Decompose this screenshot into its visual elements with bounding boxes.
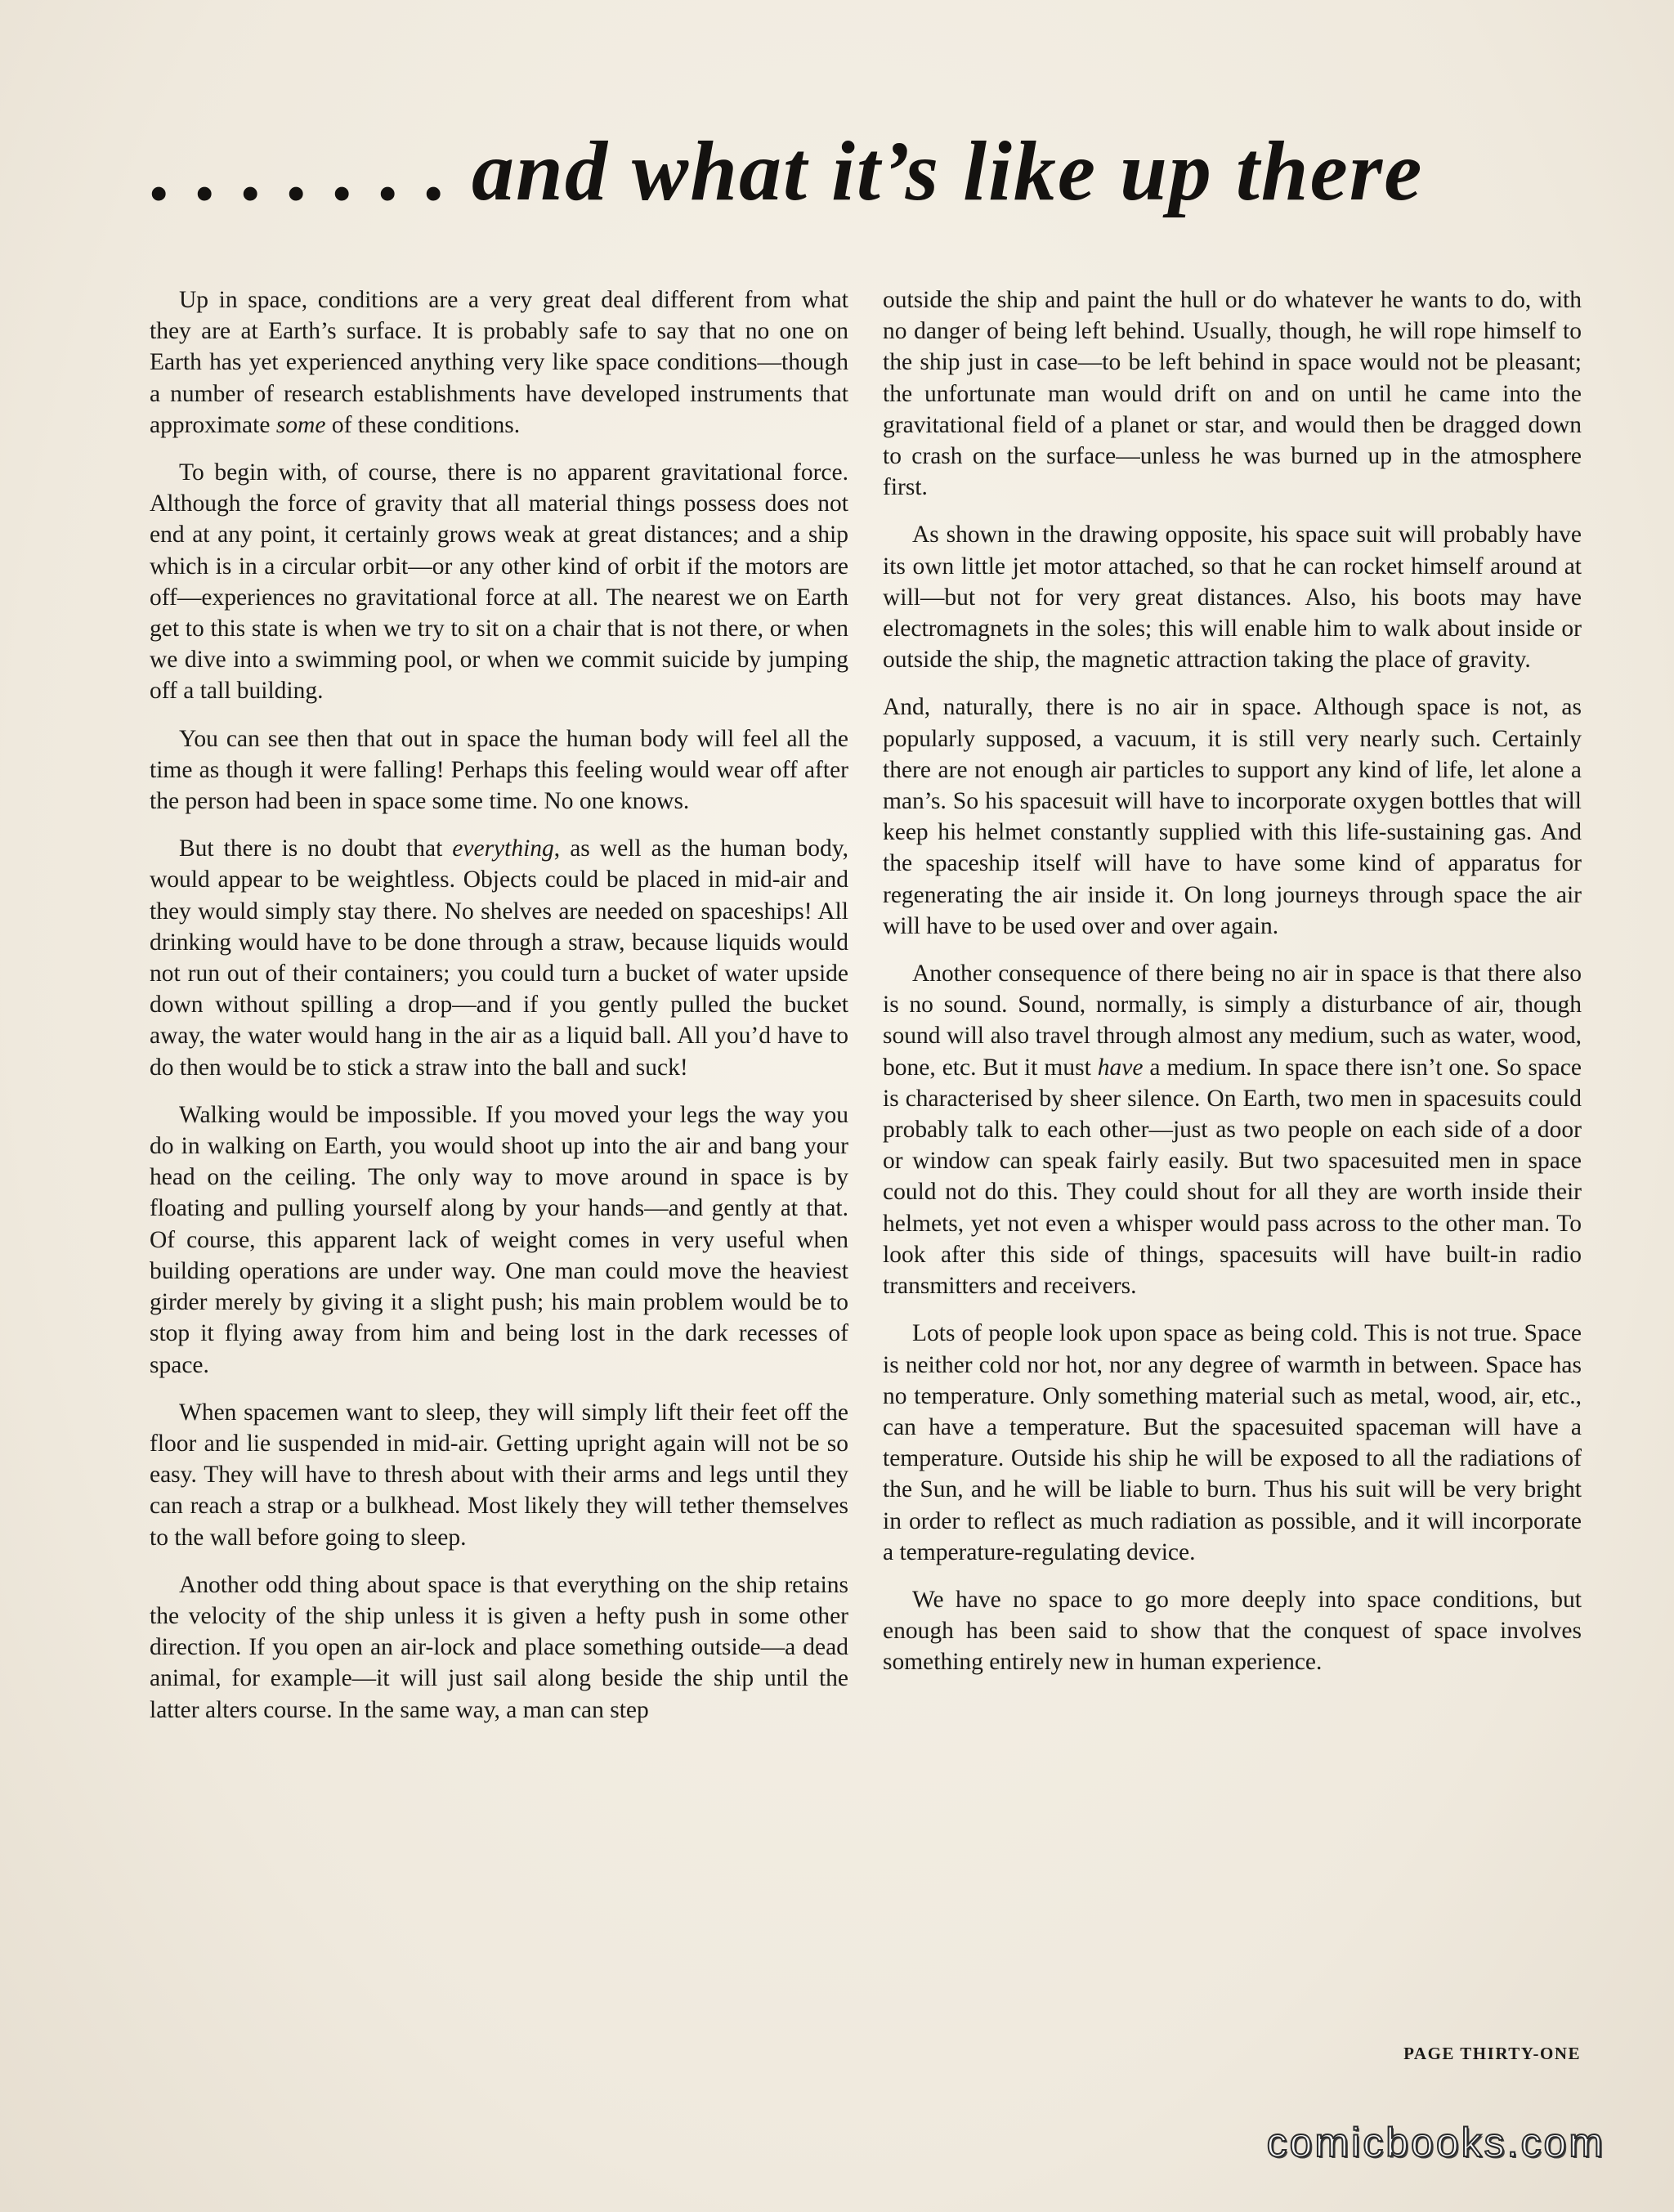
paragraph <box>150 723 848 817</box>
left-column <box>150 284 848 1742</box>
paragraph-text: To begin with, of course, there is no apparent gravitational force. Although the force of gravity that all material things possess does not end at any point, it certainly grows weak at great distances; and a ship which is in a circular orbit—or any other kind of orbit if the motors are off—experiences no gravitational force at all. The nearest we on Earth get to this state is when we try to sit on a chair that is not there, or when we dive into a swimming pool, or when we commit suicide by jumping off a tall building. <box>150 459 848 705</box>
paragraph-text: Lots of people look upon space as being cold. This is not true. Space is neither cold nor hot, nor any degree of warmth in between. Space has no temperature. Only something material such as metal, wood, air, etc., can have a temperature. But the spacesuited spaceman will have a temperature. Outside his ship he will be exposed to all the radiations of the Sun, and he will be liable to burn. Thus his suit will be very bright in order to reflect as much radiation as possible, and it will incorporate a temperature-regulating device. <box>883 1320 1582 1565</box>
paragraph-text: outside the ship and paint the hull or do whatever he wants to do, with no danger of being left behind. Usually, though, he will rope himself to the ship just in case—to be left behind in space would not be pleasant; the unfortunate man would drift on and on until he came into the gravitational field of a planet or star, and would then be dragged down to crash on the surface—unless he was burned up in the atmosphere first. <box>883 287 1582 501</box>
paragraph-text: But there is no doubt that <box>179 835 453 862</box>
paragraph-text: Walking would be impossible. If you moved your legs the way you do in walking on Earth, you would shoot up into the air and bang your head on the ceiling. The only way to move around in space is by floating and pulling yourself along by your hands—and gently at that. Of course, this apparent lack of weight comes in very useful when building operations are under way. One man could move the heaviest girder merely by giving it a slight push; his main problem would be to stop it flying away from him and being lost in the dark recesses of space. <box>150 1101 848 1378</box>
paragraph <box>150 1569 848 1726</box>
paragraph-text: Up in space, conditions are a very great deal different from what they are at Earth’s surface. It is probably safe to say that no one on Earth has yet experienced anything very like space conditions—though a number of research establishments have developed instruments that approximate <box>150 287 848 438</box>
emphasis-text: have <box>1097 1054 1144 1081</box>
paragraph <box>150 1397 848 1553</box>
paragraph-text: We have no space to go more deeply into space conditions, but enough has been said to show that the conquest of space involves something entirely new in human experience. <box>883 1586 1582 1676</box>
right-column <box>883 284 1582 1695</box>
emphasis-text: some <box>275 411 326 438</box>
paragraph-text: When spacemen want to sleep, they will simply lift their feet off the floor and lie suspended in mid-air. Getting upright again will not be so easy. They will have to thresh about with their arms and legs until they can reach a strap or a bulkhead. Most likely they will tether themselves to the wall before going to sleep. <box>150 1399 848 1551</box>
emphasis-text: everything <box>452 835 554 862</box>
paragraph <box>150 833 848 1083</box>
paragraph <box>883 958 1582 1301</box>
page-number: PAGE THIRTY-ONE <box>1403 2044 1581 2063</box>
paragraph <box>883 284 1582 503</box>
paragraph-text: And, naturally, there is no air in space. Although space is not, as popularly supposed, a vacuum, it is still very nearly such. Certainly there are not enough air particles to support any kind of life, let alone a man’s. So his spacesuit will have to incorporate oxygen bottles that will keep his helmet constantly supplied with this life-sustaining gas. And the spaceship itself will have to have some kind of apparatus for regenerating the air inside it. On long journeys through space the air will have to be used over and over again. <box>883 694 1582 939</box>
paragraph-text: As shown in the drawing opposite, his space suit will probably have its own little jet motor attached, so that he can rocket himself around at will—but not for very great distances. Also, his boots may have electromagnets in the soles; this will enable him to walk about inside or outside the ship, the magnetic attraction taking the place of gravity. <box>883 522 1582 674</box>
paragraph-text: Another consequence of there being no air in space is that there also is no sound. Sound, normally, is simply a disturbance of air, though sound will also travel through almost any medium, such as water, wood, bone, etc. But it must <box>883 960 1582 1081</box>
watermark: comicbooks.com <box>1266 2120 1605 2165</box>
paragraph-text: , as well as the human body, would appear to be weightless. Objects could be placed in mid-air and they would simply stay there. No shelves are needed on spaceships! All drinking would have to be done through a straw, because liquids would not run out of their containers; you could turn a bucket of water upside down without spilling a drop—and if you gently pulled the bucket away, the water would hang in the air as a liquid ball. All you’d have to do then would be to stick a straw into the ball and suck! <box>150 835 848 1081</box>
paragraph-text: of these conditions. <box>325 411 521 438</box>
paragraph <box>883 692 1582 942</box>
paragraph <box>883 519 1582 675</box>
paragraph <box>883 1584 1582 1678</box>
paragraph-text: Another odd thing about space is that everything on the ship retains the velocity of the ship unless it is given a hefty push in some other direction. If you open an air-lock and place something outside—a dead animal, for example—it will just sail along beside the ship until the latter alters course. In the same way, a man can step <box>150 1571 848 1723</box>
paragraph <box>150 1099 848 1381</box>
paragraph <box>150 457 848 707</box>
paragraph <box>883 1318 1582 1568</box>
article-title: . . . . . . . and what it’s like up there <box>151 124 1424 218</box>
paragraph <box>150 284 848 441</box>
paragraph-text: You can see then that out in space the human body will feel all the time as though it were falling! Perhaps this feeling would wear off after the person had been in space some time. No one knows. <box>150 725 848 815</box>
paragraph-text: a medium. In space there isn’t one. So space is characterised by sheer silence. On Earth, two men in spacesuits could probably talk to each other—just as two people on each side of a door or window can speak fairly easily. But two spacesuited men in space could not do this. They could shout for all they are worth inside their helmets, yet not even a whisper would pass across to the other man. To look after this side of things, spacesuits will have built-in radio transmitters and receivers. <box>883 1054 1582 1300</box>
